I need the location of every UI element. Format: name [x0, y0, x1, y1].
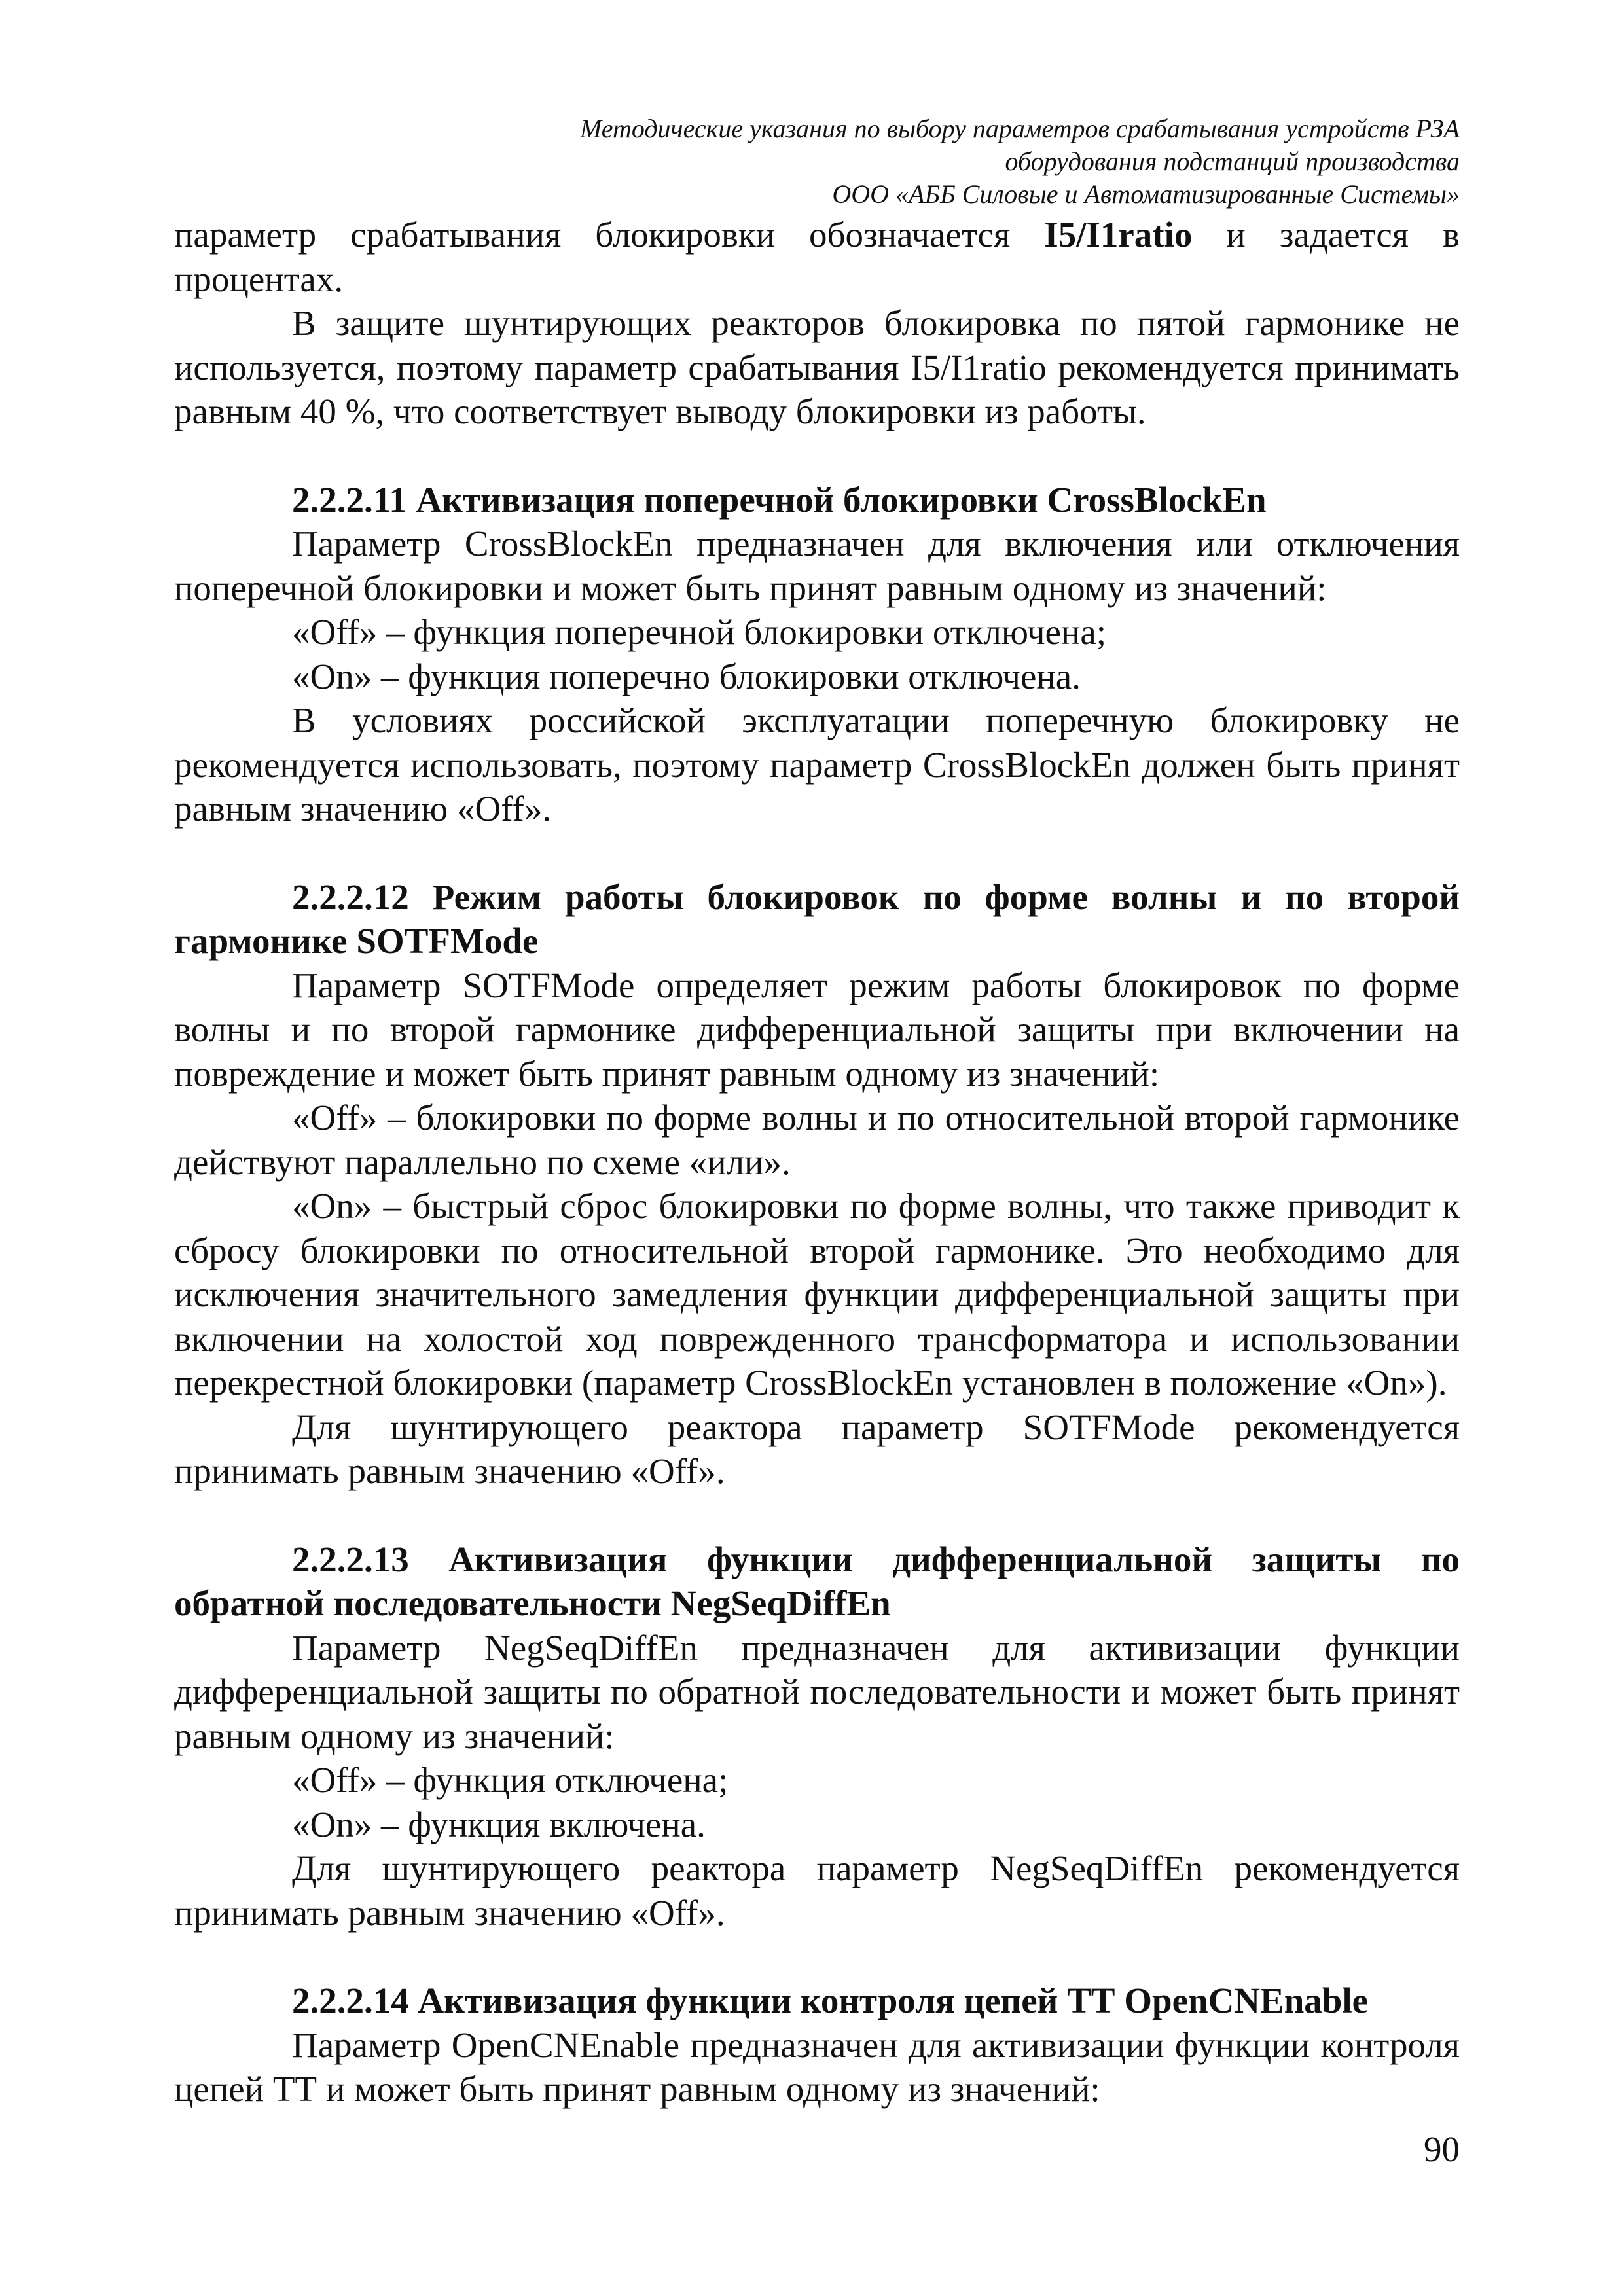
- page-number: 90: [1424, 2129, 1460, 2169]
- paragraph: Параметр NegSeqDiffEn предназначен для активизации функции дифференциальной защиты по обратной последовательности и может быть принят равным одному из значений:: [174, 1627, 1460, 1756]
- section-heading-2-2-2-11: [174, 478, 1460, 522]
- list-item: «On» – функция поперечно блокировки отключена.: [292, 656, 1081, 696]
- section-number: 2.2.2.14: [292, 1981, 409, 2020]
- section-number: 2.2.2.13: [292, 1539, 409, 1579]
- section-title: Активизация поперечной блокировки CrossBlockEn: [416, 479, 1267, 520]
- section-heading-2-2-2-12: [174, 875, 1460, 963]
- paragraph: Для шунтирующего реактора параметр SOTFMode рекомендуется принимать равным значению «Off».: [174, 1407, 1460, 1491]
- section-heading-2-2-2-13: [174, 1537, 1460, 1626]
- section-number: 2.2.2.12: [292, 876, 409, 917]
- section-heading-2-2-2-14: [174, 1979, 1460, 2023]
- paragraph: Параметр SOTFMode определяет режим работы блокировок по форме волны и по второй гармонике дифференциальной защиты при включении на повреждение и может быть принят равным одному из значений:: [174, 965, 1460, 1094]
- list-item: «On» – быстрый сброс блокировки по форме волны, что также приводит к сбросу блокировки по относительной второй гармонике. Это необходимо для исключения значительного замедления функции дифференциальной защиты при включении на холостой ход поврежденного трансформатора и использовании перекрестной блокировки (параметр CrossBlockEn установлен в положение «On»).: [174, 1186, 1460, 1403]
- header-line-3: ООО «АББ Силовые и Автоматизированные Системы»: [832, 179, 1460, 209]
- list-item: «Off» – блокировки по форме волны и по относительной второй гармонике действуют параллельно по схеме «или».: [174, 1098, 1460, 1182]
- page-body: [174, 213, 1460, 2111]
- section-number: 2.2.2.11: [292, 479, 407, 520]
- intro-paragraph-1: [174, 213, 1460, 301]
- paragraph: Параметр CrossBlockEn предназначен для включения или отключения поперечной блокировки и может быть принят равным одному из значений:: [174, 524, 1460, 608]
- paragraph: Параметр OpenCNEnable предназначен для активизации функции контроля цепей ТТ и может быть принят равным одному из значений:: [174, 2024, 1460, 2109]
- section-title: Режим работы блокировок по форме волны и по второй гармонике SOTFMode: [174, 876, 1460, 961]
- running-header: [458, 113, 1460, 211]
- section-title: Активизация функции контроля цепей ТТ OpenCNEnable: [418, 1981, 1369, 2020]
- parameter-name-bold: I5/I1ratio: [1044, 215, 1193, 255]
- header-line-1: Методические указания по выбору параметров срабатывания устройств РЗА: [579, 114, 1460, 143]
- list-item: «Off» – функция поперечной блокировки отключена;: [292, 612, 1107, 652]
- intro-paragraph-2: В защите шунтирующих реакторов блокировка по пятой гармонике не используется, поэтому параметр срабатывания I5/I1ratio рекомендуется принимать равным 40 %, что соответствует выводу блокировки из работы.: [174, 303, 1460, 431]
- paragraph: Для шунтирующего реактора параметр NegSeqDiffEn рекомендуется принимать равным значению «Off».: [174, 1848, 1460, 1933]
- section-title: Активизация функции дифференциальной защиты по обратной последовательности NegSeqDiffEn: [174, 1539, 1460, 1623]
- header-line-2: оборудования подстанций производства: [1005, 147, 1460, 176]
- intro-text-after: и задается в процентах.: [174, 215, 1460, 299]
- paragraph: В условиях российской эксплуатации поперечную блокировку не рекомендуется использовать, поэтому параметр CrossBlockEn должен быть принят равным значению «Off».: [174, 700, 1460, 829]
- list-item: «On» – функция включена.: [292, 1804, 706, 1844]
- intro-text-before: параметр срабатывания блокировки обозначается: [174, 215, 1045, 255]
- list-item: «Off» – функция отключена;: [292, 1760, 729, 1800]
